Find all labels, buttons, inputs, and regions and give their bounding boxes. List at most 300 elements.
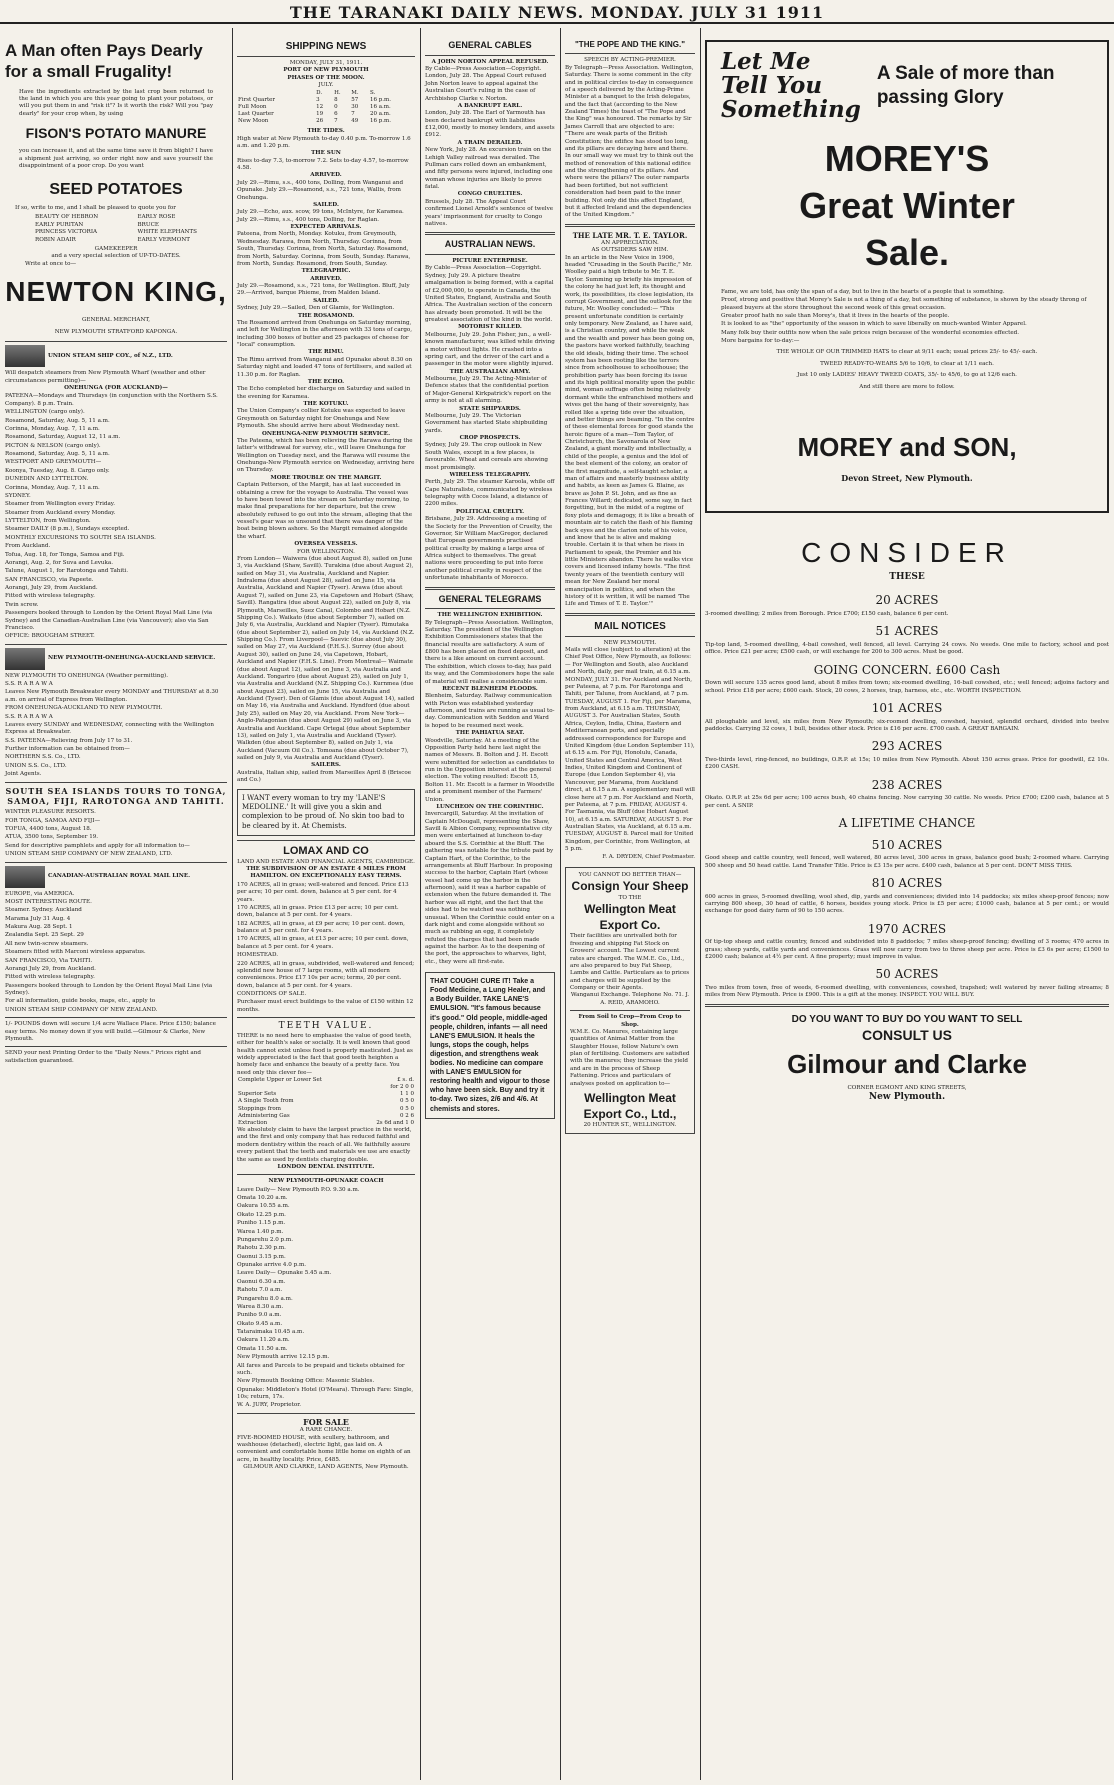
morey-paragraph: Greater proof hath no sale than Morey's, that it lives in the hearts of the people. (721, 312, 950, 319)
crop-to-shop: From Soil to Crop—From Crop to Shop. (578, 1014, 682, 1028)
morey-address: Devon Street, New Plymouth. (841, 472, 973, 483)
lomax-title: LOMAX AND CO (283, 845, 369, 858)
pahiatua-title: THE PAHIATUA SEAT. (455, 730, 525, 737)
canadian-line: Makura Aug. 28 Sept. 1 (5, 924, 73, 931)
picture-body: By Cable—Press Association—Copyright. Sydney, July 29. A picture theatre amalgamation is being formed, with a capital of £2,000,000, to operate in Canada, the United States, England, Australia and South Africa. The Australian section of the concern has already been promoted. It will be the greatest association of the kind in the world. (425, 265, 554, 323)
variety: PRINCESS VICTORIA (35, 229, 98, 236)
selection: and a very special selection of UP-TO-DATES. (51, 253, 181, 260)
onehunga-lines (5, 673, 227, 779)
usscc-line: MONTHLY EXCURSIONS TO SOUTH SEA ISLANDS. (5, 534, 156, 541)
moon-cell: 3 (316, 96, 320, 103)
canadian-line: Passengers booked through to London by the Orient Royal Mail Line (via Sydney). (5, 982, 213, 997)
listing-heading: 510 ACRES (871, 837, 943, 852)
crop-body: Sydney, July 29. The crop outlook in New South Wales, except in a few places, is favourable. Wheat and cereals are showing most promisingly. (425, 442, 548, 471)
canadian-line: EUROPE, via AMERICA. (5, 890, 75, 897)
moon-cell: 57 (351, 96, 359, 103)
port-title: PORT OF NEW PLYMOUTH (283, 67, 369, 74)
usscc-line: WESTPORT AND GREYMOUTH— (5, 459, 102, 466)
consign-company: Wellington Meat Export Co. (584, 902, 676, 932)
usscc-route: ONEHUNGA (FOR AUCKLAND)— (64, 385, 168, 391)
moon-cell: D. (316, 89, 323, 96)
listing-text: Two-thirds level, ring-fenced, no buildings, O.R.P. at 15s; 10 miles from New Plymouth. About 150 acres grass. Price for goodwill, £2 10s. £200 CASH. (705, 756, 1109, 771)
southsea-line: ATUA, 3500 tons, September 19. (5, 834, 99, 841)
moon-cell (237, 90, 315, 97)
canadian-line: Aorangi July 29, from Auckland. (5, 965, 96, 972)
phases-title: PHASES OF THE MOON. (287, 74, 365, 81)
usscc-line: Steamer from Wellington every Friday. (5, 501, 115, 508)
coach-line: Oakura 11.20 a.m. (237, 1337, 290, 1344)
motorist-body: Melbourne, July 29. John Fisher, jun., a well-known manufacturer, was killed while driving a motor without lights. He crashed into a spring cart, and the driver of the cart and a passenger in the motor were slightly injured. (425, 331, 555, 368)
morey-paragraph: Fame, we are told, has only the span of a day, but to live in the hearts of a people that is something. (721, 288, 1005, 295)
coach-line: Warea 1.40 p.m. (237, 1228, 284, 1235)
sailed-title: SAILED. (313, 201, 339, 208)
listing-heading: A LIFETIME CHANCE (838, 816, 976, 831)
cruelty-body: Brisbane, July 29. Addressing a meeting of the Society for the Prevention of Cruelty, the Governor, Sir William MacGregor, declared that European governments practised political cruelty by making a large area of Africa subject to themselves. The great nations were proceeding to put into force another political cruelty in respect of the unfortunate inhabitants of Morocco. (425, 516, 553, 582)
rimu-body: The Rimu arrived from Wanganui and Opunake about 8.30 on Saturday night and loaded 47 tons of fertilisers, and sailed at 11.30 p.m. for Raglan. (237, 356, 413, 378)
coach-line: W. A. JURY, Proprietor. (237, 1402, 302, 1409)
usscc-line: Corinna, Monday, Aug. 7, 11 a.m. (5, 484, 100, 491)
gilmour-city: New Plymouth. (868, 1092, 946, 1103)
teeth-row (237, 1098, 415, 1105)
let-me-tell-you: Let Me Tell You Something (721, 48, 861, 124)
moon-cell: 16 p.m. (369, 96, 391, 103)
teeth-row (237, 1113, 415, 1120)
southsea-line: Send for descriptive pamphlets and apply for all information to— (5, 842, 190, 849)
tel-arrived-body: July 29.—Rosamond, s.s., 721 tons, for Wellington. Bluff, July 29.—Arrived, barque Phieme, from Malden Island. (237, 283, 410, 297)
moon-row (237, 111, 415, 118)
listing-text: Good sheep and cattle country, well fenced, well watered, 80 acres level, 300 acres in grass, balance good bush; 2-roomed whare. Carrying 500 sheep and 50 head cattle. Land Transfer Title. Price is £3 15s per acre. £400 cash, balance at 5 per cent. DON'T MISS THIS. (705, 855, 1109, 869)
telegrams-header: GENERAL TELEGRAMS (438, 593, 542, 604)
sailed-body: July 29.—Echo, aux. scow, 99 tons, McIntyre, for Karamea. July 29.—Rimu, s.s., 400 tons, Dolling, for Raglan. (237, 209, 404, 223)
onehunga-line: Joint Agents. (5, 771, 42, 778)
usscc-line: PICTON & NELSON (cargo only). (5, 442, 101, 449)
moon-cell: 49 (351, 118, 359, 125)
rosamond-body: The Rosamond arrived from Onehunga on Saturday morning, and left for Wellington in the afternoon with 33 tons of cargo, including 300 boxes of butter and 25 packages of cheese for "local" consumption. (237, 319, 413, 349)
mail-body: Mails will close (subject to alteration) at the Chief Post Office, New Plymouth, as follows:— For Wellington and South, also Auckland and North, daily, per mail train, at 6.15 a.m. MONDAY, JULY 31. For Auckland and North, per Pateena, at 7 p.m. For Rarotonga and Tahiti, per Talune, from Auckland, at 7 p.m. TUESDAY, AUGUST 1. For Fiji, per Marama, from Auckland, at 6.15 a.m. THURSDAY, AUGUST 3. For Australian States, South Africa, Ceylon, India, China, Eastern and Mediterranean ports, and specially addressed correspondence for Europe and United Kingdom (due London September 11), at 6.15 a.m. For Fiji, Honolulu, Canada, United States and Central America, West Indies, United Kingdom and Continent of Europe (due London September 4), via Vancouver, per Marama, from Auckland direct, at 6.15 a.m. A supplementary mail will close here at 7 p.m. For Auckland and North, per Pateena, at 7 p.m. FRIDAY, AUGUST 4. For Tasmania, via Bluff (due Hobart August 10), at 6.15 a.m. SATURDAY, AUGUST 5. For Australian States, via Auckland, at 6.15 a.m. TUESDAY, AUGUST 8. Parcel mail for United Kingdom, per Corinthic, from Wellington, at 5 p.m. (565, 647, 695, 853)
morey-paragraph: More bargains for to-day:— (721, 338, 800, 345)
lomax-item: HOMESTEAD. (237, 952, 279, 959)
luncheon-title: LUNCHEON ON THE CORINTHIC. (436, 803, 544, 810)
offer: THE WHOLE OF OUR TRIMMED HATS to clear at 9/11 each; usual prices 25/- to 45/- each. (776, 349, 1038, 356)
listing-heading: 51 ACRES (875, 624, 939, 639)
teeth-cell (237, 1084, 359, 1091)
sale-word: Sale. (864, 232, 950, 274)
lomax-item: 170 ACRES, all in grass, at £13 per acre; 10 per cent. down, balance at 5 per cent. for 4 years. (237, 936, 409, 950)
general-cables-header: GENERAL CABLES (448, 40, 532, 50)
echo-body: The Echo completed her discharge on Saturday and sailed in the evening for Karamea. (237, 386, 411, 400)
listing-heading: GOING CONCERN. £600 Cash (813, 662, 1001, 677)
taylor-body: In an article in the New Voice in 1906, headed "Crusading in the South Pacific," Mr. Woolley paid a high tribute to Mr. T. E. Taylor. Summing up briefly his impression of the colony he had just left, its thought and work, its possibilities, its close legislation, its corrupt Government, and the outlook for the future, Mr. Woolley concluded:— "This present unfortunate condition is certainly only temporary. New Zealand, as I have said, is a Christian country, and while the weak and the wealth and power has been going on, the pastors have worked faithfully, teaching the old ideals, biding their time. The school system has been rooting like the terrors since from schoolhouse to schoolhouse; the prohibition party has been forcing its issue and its high political morality upon the public mind, woman suffrage often being relatively dormant while the enfranchised mothers and wives get the hang of their sovereignty, has rolled like a spring tide over the situation, and better things are beaming. "In the centre of these elemental forces for good stands the heroic figure of a man—Tom Taylor, of Christchurch, the Savonarola of New Zealand, a giant morally and intellectually, a child of the people, a genius and the idol of the best element of the colony, an orator of the first magnitude, a self-taught scholar, a man of affairs and masterly business ability and habits, as keen as James G. Blaine, as brave as John P. St. John, and as fine as Frances Willard; dedicated, some say, in fact forgetting, but in the midst of a regime of foxy plots and demagogy, it is like a breath of mountain air to catch the flash of his flaming back eyes and the clarion note of his voice, and know that he is alive and making trouble. Certain it is that when he rises in Parliament to speak, the Premier and his little Ministers abandon. There he walks vice covers and licensed infamy howls. "The first twenty years of the twentieth century will mean for New Zealand her moral emancipation in politics, and when the history of it is written, it will be named 'The Life and Times of T. E. Taylor.'" (565, 254, 695, 608)
southsea-line: UNION STEAM SHIP COMPANY OF NEW ZEALAND, LTD. (5, 851, 173, 858)
kotuku-title: THE KOTUKU. (303, 401, 349, 408)
derailed-title: A TRAIN DERAILED. (457, 139, 523, 146)
teeth-cell: A Single Tooth from (238, 1098, 294, 1105)
offer: TWEED READY-TO-WEARS 5/6 to 10/6, to clear at 1/11 each. (820, 360, 994, 367)
canadian-lines (5, 891, 227, 1015)
coach-line: Puniho 9.0 a.m. (237, 1312, 282, 1319)
canadian-line: For all information, guide books, maps, etc., apply to (5, 998, 156, 1005)
usscc-line: OFFICE: BROUGHAM STREET. (5, 633, 95, 640)
buy-sell: DO YOU WANT TO BUY DO YOU WANT TO SELL (791, 1013, 1023, 1025)
write-once: Write at once to— (25, 260, 77, 267)
consign-to: TO THE (618, 894, 642, 901)
column-2 (232, 26, 420, 1781)
moon-cell: 20 a.m. (369, 110, 391, 117)
lanes-medoline-ad: I WANT every woman to try my 'LANE'S MEDOLINE.' It will give you a skin and complexion to be proud of. No skin too bad to be cleared by it. At Chemists. (237, 789, 415, 837)
moon-cell: 16 p.m. (369, 118, 391, 125)
fison-product: FISON'S POTATO MANURE (25, 125, 207, 141)
moon-cell: 12 (316, 103, 324, 110)
australian-header: AUSTRALIAN NEWS. (444, 239, 536, 250)
listing-text: Two miles from town, free of weeds, 6-roomed dwelling, with conveniences, cowshed, trapshed; well watered by never failing streams; 8 miles from New Plymouth. Price is £900. This is a gift at the money. INSPECT. YOU WILL BUY. (705, 985, 1109, 999)
canadian-line: Steamer. Sydney. Auckland (5, 907, 82, 914)
moon-cell: 30 (351, 103, 359, 110)
lomax-item: 220 ACRES, all in grass, subdivided, well-watered and fenced; splendid new house of 7 large rooms, with all modern conveniences. Price £17 10s per acre; terms, 20 per cent. down, balance at 5 per cent. for 4 years. (237, 960, 415, 989)
teeth-cell: Extraction (238, 1119, 268, 1126)
gilmour-signature: GILMOUR AND CLARKE, LAND AGENTS, New Plymouth. (243, 1464, 409, 1471)
listing-heading: 293 ACRES (871, 739, 943, 754)
coach-line: Opunake arrive 4.0 p.m. (237, 1262, 307, 1269)
fison-body: Have the ingredients extracted by the last crop been returned to the land in which you are this year going to plant your potatoes, or will you put them in and "risk it"? Is it worth the risk? Will you "pay dearly" for your crop when, by using (19, 88, 213, 117)
morey-paragraph: Many folk buy their outfits now when the sale prices reign because of the wonderful economies effected. (721, 329, 1019, 336)
pope-sub: SPEECH BY ACTING-PREMIER. (584, 57, 676, 64)
tides-title: THE TIDES. (307, 128, 345, 135)
moon-cell: Full Moon (238, 103, 267, 110)
phases-month: JULY. (318, 82, 334, 89)
lomax-sub-2: THE SUBDIVISION OF AN ESTATE 4 MILES FROM HAMILTON. ON EXCEPTIONALLY EASY TERMS. (246, 866, 406, 880)
onehunga-line: S.S. PATEENA—Relieving from July 17 to 31. (5, 737, 133, 744)
coach-line: New Plymouth arrive 12.15 p.m. (237, 1354, 330, 1361)
derailed-body: New York, July 28. An excursion train on the Lehigh Valley railroad was derailed. The Pullman cars rolled down an embankment, and fifty persons were injured, including one woman whose injuries are likely to prove fatal. (425, 147, 553, 191)
moon-cell: 0 (334, 103, 338, 110)
fison-body-2: you can increase it, and at the same time save it from blight? I have a shipment just arriving, so order right now and save yourself the disappointment of a poor crop. Do you want (19, 148, 213, 169)
coach-line: Rahotu 2.30 p.m. (237, 1245, 286, 1252)
moon-cell: New Moon (238, 118, 269, 125)
teeth-cell: Administering Gas (238, 1112, 290, 1119)
onehunga-line: S.S. R A R A W A (5, 713, 53, 720)
morey-paragraph: It is looked to as "the" opportunity of the season in which to save liberally on much-wanted Winter Apparel. (721, 321, 1027, 328)
wireless-title: WIRELESS TELEGRAPHY. (449, 471, 531, 478)
canadian-line: Zealandia Sept. 25 Sept. 29 (5, 932, 84, 939)
ship-illustration (5, 648, 45, 670)
appreciation: AN APPRECIATION. (601, 239, 659, 246)
gilmour-address: CORNER EGMONT AND KING STREETS, (847, 1084, 967, 1091)
canadian-line: SAN FRANCISCO, Via TAHITI. (5, 957, 93, 964)
taylor-header: THE LATE MR. T. E. TAYLOR. (572, 230, 688, 240)
morey-paragraph: Proof, strong and positive that Morey's Sale is not a thing of a day, but something of substance, is shown by the steady throng of pleased buyers at the store throughout the second week of this great occasion. (721, 297, 1087, 311)
morey-body (721, 289, 1093, 346)
usscc-line: Koonya, Tuesday, Aug. 8. Cargo only. (5, 467, 110, 474)
teeth-cell: 2s 6d and 1 0 (376, 1119, 414, 1126)
canadian-line: Steamers fitted with Marconi wireless apparatus. (5, 949, 146, 956)
listing-heading: 101 ACRES (871, 701, 943, 716)
moon-row (237, 118, 415, 125)
army-title: THE AUSTRALIAN ARMY. (449, 368, 531, 375)
canadian-line: Fitted with wireless telegraphy. (5, 974, 95, 981)
these: THESE (889, 571, 925, 582)
moon-cell: S. (369, 89, 376, 96)
canadian-line: MOST INTERESTING ROUTE. (5, 898, 92, 905)
usscc-line: Steamer from Auckland every Monday. (5, 509, 116, 516)
lomax-item: 170 ACRES, all in grass. Price £13 per acre; 10 per cent. down, balance at 5 per cent. for 4 years. (237, 904, 399, 919)
usscc-line: Talune, August 1, for Rarotonga and Tahiti. (5, 568, 128, 575)
teeth-row (237, 1084, 415, 1091)
offer: Just 10 only LADIES' HEAVY TWEED COATS, 35/- to 45/6, to go at 12/6 each. (797, 372, 1017, 379)
coach-line: Puniho 1.15 p.m. (237, 1220, 286, 1227)
moon-cell: 7 (351, 110, 355, 117)
rare-chance: A RARE CHANCE. (299, 1427, 353, 1434)
gilmour-clarke: Gilmour and Clarke (787, 1048, 1027, 1079)
usscc-line: WELLINGTON (cargo only). (5, 409, 85, 416)
teeth-cell: 0 5 0 (400, 1098, 414, 1105)
london-dental: LONDON DENTAL INSTITUTE. (277, 1163, 375, 1170)
gamekeeper: GAMEKEEPER (94, 245, 138, 252)
congo-body: Brussels, July 28. The Appeal Court confirmed Lionel Arnold's sentence of twelve years' imprisonment for cruelty to Congo natives. (425, 198, 554, 227)
great-winter: Great Winter (799, 185, 1015, 227)
tides-body: High water at New Plymouth to-day 0.40 p.m. To-morrow 1.6 a.m. and 1.20 p.m. (237, 135, 411, 149)
listing-text: All ploughable and level, six miles from New Plymouth; six-roomed dwelling, cowshed, haysied, splendid orchard, divided into twelve paddocks. Carrying 32 cows, 1 bull, besides other stock. Price is £16 per acre. £700 cash. A GREAT BARGAIN. (705, 718, 1109, 732)
picture-title: PICTURE ENTERPRISE. (452, 258, 528, 264)
masthead: THE TARANAKI DAILY NEWS. MONDAY. JULY 31 1911 (0, 0, 1114, 24)
rimu-title: THE RIMU. (308, 349, 344, 356)
onehunga-title: ONEHUNGA-NEW PLYMOUTH SERVICE. (261, 430, 391, 437)
column-4 (560, 26, 700, 1781)
forsale-title: FOR SALE (303, 1416, 349, 1427)
moon-cell: First Quarter (238, 96, 276, 103)
tel-sailed-body: Sydney, July 29.—Sailed, Den of Glamis, for Wellington. (237, 305, 395, 312)
variety: ROBIN ADAIR (35, 236, 76, 243)
usscc-line: Rosamond, Saturday, Aug. 5, 11 a.m. (5, 417, 110, 424)
southsea-line: WINTER PLEASURE RESORTS. (5, 809, 96, 816)
moon-row (237, 90, 415, 97)
exhibition-body: By Telegraph—Press Association. Wellington, Saturday. The president of the Wellington Exhibition Commissioners states that the financial results are satisfactory. A sum of £800 has been placed on fixed deposit, and there is a like amount on current account. The exhibition, which closes to-day, has paid its way, and the Commissioners hope the sale of material will realise a considerable sum. (425, 619, 555, 685)
echo-title: THE ECHO. (307, 378, 345, 385)
variety: EARLY PURITAN (35, 221, 84, 228)
usscc-line: Rosamond, Saturday, Aug. 5, 11 a.m. (5, 451, 110, 457)
onehunga-line: UNION S.S. Co., LTD. (5, 762, 67, 769)
teeth-body-2: We absolutely claim to have the largest practice in the world, and the first and only company that has reduced faithful and modern dentistry within the reach of all. We faithfully assure every patient that the teeth and materials we use are exactly the same as used by dentists charging double. (237, 1127, 412, 1163)
teeth-cell: Complete Upper or Lower Set (238, 1077, 323, 1084)
listing-text: Of tip-top sheep and cattle country, fenced and subdivided into 8 paddocks; 7 miles sheep-proof fencing; dwelling of 3 rooms; 470 acres in grass; sheep yards, cattle yards and conveniences. Grass will now carry from two to three sheep per acre. Price is £3 6s per acre; £1500 to £2000 cash; balance at 4½ per cent. A fine property; must improve in value. (705, 939, 1109, 961)
onehunga-line: Further information can be obtained from— (5, 746, 130, 752)
consign-body: Their facilities are unrivalled both for freezing and shipping Fat Stock on Growers' account. The Lowest current rates are charged. The W.M.E. Co., Ltd., are also prepared to buy Fat Sheep, Lambs and Cattle. Particulars as to prices and charges will be supplied by the Company or their Agents. (570, 933, 690, 992)
bankrupt-title: A BANKRUPT EARL. (457, 102, 523, 109)
usscc-line: LYTTELTON, from Wellington. (5, 518, 91, 524)
lomax-items (237, 882, 415, 1014)
coach-line: New Plymouth Booking Office: Masonic Stables. (237, 1378, 375, 1385)
listing-text: Down will secure 135 acres good land, about 8 miles from town; six-roomed dwelling, 16-bail cowshed, etc.; well fenced; adjoins factory and school. Price £18 per acre; £600 cash. Stock, 20 cows, 2 horses, trap, harness, etc., etc. WORTH INSPECTION. (705, 680, 1109, 694)
usscc-line: From Auckland. (5, 543, 51, 550)
ship-illustration (5, 345, 45, 367)
southsea-line: TOFUA, 4400 tons, August 18. (5, 826, 92, 833)
newton-king: NEWTON KING, (5, 276, 227, 308)
coach-line: Oakura 10.55 a.m. (237, 1203, 290, 1210)
teeth-row (237, 1091, 415, 1098)
motorist-title: MOTORIST KILLED. (458, 324, 522, 331)
coach-line: Oaonui 3.15 p.m. (237, 1253, 286, 1260)
pounds-ad: 1/- POUNDS down will secure 1/4 acre Wallace Place. Price £150; balance easy terms. No money down if you will build.—Gilmour & Clarke, New Plymouth. (5, 1021, 216, 1042)
sailers-title: SAILERS. (311, 762, 341, 769)
teeth-cell: 0 2 6 (400, 1112, 414, 1119)
moon-cell: H. (334, 89, 341, 96)
postmaster: F. A. DRYDEN, Chief Postmaster. (602, 853, 695, 860)
norton-title: A JOHN NORTON APPEAL REFUSED. (431, 58, 549, 65)
lomax-item: 182 ACRES, all in grass, at £9 per acre; 10 per cent. down, balance at 5 per cent. for 4 years. (237, 920, 405, 934)
southsea-title: SOUTH SEA ISLANDS TOURS TO TONGA, SAMOA, FIJI, RAROTONGA AND TAHITI. (5, 785, 227, 806)
moon-cell: 6 (334, 110, 338, 117)
usscc-line: DUNEDIN AND LYTTELTON. (5, 476, 89, 483)
crop-to-shop-body: W.M.E. Co. Manures, containing large quantities of Animal Matter from the Slaughter House, follow Nature's own plan of fertilising. Customers are satisfied with the manures; they increase the yield and are in the process of Sheep Fattening. Prices and particulars of analyses posted on application to— (570, 1028, 690, 1087)
luncheon-body: Invercargill, Saturday. At the invitation of Captain McDougall, representing the Shaw, Savill & Albion Company, representative city men were entertained at luncheon to-day aboard the S.S. Corinthic at the Bluff. The gathering was notable for the tribute paid by Captain Hart, of the Corinthic, to the arrangements at Bluff Harbour. In proposing success to the harbor, Captain Hart (whose vessel had come up the harbor in the afternoon), said it was a harbor capable of extension when the future demanded it. The harbor was all right, and the fact that the sides had to be watched was nothing unusual. When the Corinthic could enter on a dark night and come alongside without so much as rubbing an egg, it completely refuted the charges that had been made against the harbor. As to the deepening of the port, the approaches to wharves, light, etc., they were all first-rate. (425, 811, 555, 965)
usscc-line: Aorangi, Aug. 2, for Suva and Levuka. (5, 559, 114, 566)
meat-company: Wellington Meat Export Co., Ltd., (583, 1090, 677, 1121)
variety: BRUCE (137, 221, 159, 228)
southsea-line: FOR TONGA, SAMOA AND FIJI— (5, 817, 101, 824)
listing-text: Tip-top land, 5-roomed dwelling, 4-bail cowshed, well fenced, all level. Carrying 24 cows. No weeds. One mile to factory, school and post office. Price £21 per acre; £500 cash, or will exchange for 200 to 300 acres. Must be good. (705, 641, 1109, 656)
onehunga-line: NORTHERN S.S. Co., LTD. (5, 754, 81, 761)
mail-header: MAIL NOTICES (594, 620, 666, 632)
onehunga-line: NEW PLYMOUTH TO ONEHUNGA (Weather permitting). (5, 672, 168, 679)
usscc-line: Passengers booked through to London by the Orient Royal Mail Line (via Sydney) and the Canadian-Australian Line (via Vancouver); also via San Francisco. (5, 610, 213, 631)
teeth-body: THERE is no need here to emphasise the value of good teeth, either for health's sake or socially. It is well known that good health cannot exist unless food is properly masticated. Just as widely appreciated is the fact that good teeth heighten a homely face and enhance the beauty of a pretty face. You need only this clever fee— (237, 1032, 413, 1076)
kotuku-body: The Union Company's collier Kotuku was expected to leave Greymouth on Saturday night for Onehunga and New Plymouth. She should arrive here about Wednesday next. (237, 408, 406, 430)
offer: And still there are more to follow. (859, 383, 955, 390)
meat-address: 20 HUNTER ST., WELLINGTON. (583, 1122, 677, 1129)
onehunga-title: NEW PLYMOUTH-ONEHUNGA-AUCKLAND SERVICE. (48, 654, 216, 661)
column-5 (700, 26, 1114, 1781)
usscc-line: Corinna, Monday, Aug. 7, 11 a.m. (5, 425, 100, 432)
coach-line: Leave Daily— Opunake 5.45 a.m. (237, 1270, 332, 1277)
army-body: Melbourne, July 29. The Acting-Minister of Defence states that the confidential portion of Major-General Kirkpatrick's report on the army is not at all alarming. (425, 376, 552, 405)
moon-row (237, 97, 415, 104)
usscc-line: Rosamond, Saturday, August 12, 11 a.m. (5, 434, 121, 441)
sale-of-glory: A Sale of more than passing Glory (876, 63, 1055, 109)
property-listings (705, 593, 1109, 999)
usscc-title: UNION STEAM SHIP COY., of N.Z., LTD. (48, 352, 173, 359)
varieties (35, 214, 197, 244)
coach-line: Tataraimaka 10.45 a.m. (237, 1329, 305, 1336)
coach-line: Opunake: Middleton's Hotel (O'Meara). Through Fare: Single, 10s; return, 17s. (237, 1386, 414, 1401)
coach-line: Pungarehu 8.0 a.m. (237, 1295, 293, 1302)
canadian-line: All new twin-screw steamers. (5, 940, 89, 947)
usscc-line: SAN FRANCISCO, via Papeete. (5, 576, 94, 583)
cruelty-title: POLITICAL CRUELTY. (455, 508, 525, 515)
usscc-line: Aorangi, July 29, from Auckland. (5, 585, 98, 591)
sun-title: THE SUN (311, 150, 341, 157)
usscc-line: SYDNEY. (5, 492, 31, 499)
coach-line: Warea 8.30 a.m. (237, 1303, 284, 1310)
usscc-lines (5, 393, 227, 640)
lomax-item: 170 ACRES, all in grass; well-watered and fenced. Price £13 per acre; 10 per cent. down, balance at 5 per cent. for 4 years. (237, 881, 409, 903)
wireless-body: Perth, July 29. The steamer Karoola, while off Cape Naturaliste, communicated by wireless telegraphy with Cocos Island, a distance of 2200 miles. (425, 479, 555, 508)
consign-sheep: Consign Your Sheep (571, 879, 689, 894)
shipping-header: SHIPPING NEWS (285, 41, 367, 52)
coach-line: Omata 10.20 a.m. (237, 1195, 288, 1202)
onehunga-line: Leaves every SUNDAY and WEDNESDAY, connecting with the Wellington Express at Breakwater. (5, 721, 214, 736)
listing-heading: 20 ACRES (875, 593, 939, 608)
morey-ad (705, 40, 1109, 513)
seed-intro: If so, write to me, and I shall be pleased to quote you for (15, 205, 176, 212)
tel-sailed-title: SAILED. (313, 297, 339, 304)
onehunga-line: S.S. R A R A W A (5, 681, 53, 687)
southsea-lines (5, 809, 227, 858)
moon-cell: 8 (334, 96, 338, 103)
morey-and-son: MOREY and SON, (797, 431, 1017, 462)
usscc-line: Fitted with wireless telegraphy. (5, 593, 95, 600)
usscc-line: Tofua, Aug. 18, for Tonga, Samoa and Fiji. (5, 551, 125, 558)
consign-top: YOU CANNOT DO BETTER THAN— (578, 871, 682, 878)
lomax-item: CONDITIONS OF SALE. (237, 991, 307, 997)
listing-text: 600 acres in grass, 5-roomed dwelling, wool shed, dip, yards and conveniences; divided into 14 paddocks; six miles sheep-proof fences; now carrying 800 sheep, 30 head of cattle, 6 horses, besides young stock. Price is £5 per acre; £1000 cash, balance at 5 per cent.; or would exchange for good dairy farm of 90 to 150 acres. (705, 893, 1109, 915)
lanes-emulsion-ad: THAT COUGH! CURE IT! Take a Food Medicine, a Lung Healer, and a Body Builder. TAKE LANE'S EMULSION. "It's famous because it's good." Old people, middle-aged people, children, infants — all need LANE'S EMULSION. It heals the lungs, stops the cough, helps digestion, and strengthens weak bodies. No medicine can compare with LANE'S EMULSION for restoring health and vigour to those who have been sick. Buy and try it to-day. Two sizes, 2/6 and 4/6. At chemists and stores. (425, 972, 555, 1118)
moon-cell: 19 (316, 110, 324, 117)
teeth-row (237, 1106, 415, 1113)
coach-line: Rahotu 7.0 a.m. (237, 1287, 283, 1294)
coach-lines (237, 1187, 415, 1410)
canadian-line: UNION STEAM SHIP COMPANY OF NEW ZEALAND. (5, 1006, 158, 1013)
variety: EARLY VERMONT (137, 236, 190, 243)
teeth-cell: Superior Sets (238, 1091, 277, 1098)
fison-headline: A Man often Pays Dearly for a small Frugality! (5, 41, 203, 82)
consult-us: CONSULT US (862, 1026, 952, 1043)
teeth-title: TEETH VALUE. (278, 1021, 374, 1032)
coach-line: Leave Daily— New Plymouth P.O. 9.30 a.m. (237, 1186, 360, 1193)
newton-places: NEW PLYMOUTH STRATFORD KAPONGA. (54, 328, 178, 335)
teeth-cell: £ s. d. (397, 1077, 414, 1084)
pope-body: By Telegraph—Press Association. Wellington, Saturday. There is some comment in the city and in political circles to-day in consequence of a speech delivered by the Acting-Prime Minister at a banquet to the Irish delegates, and the fact that (according to the New Zealand Times) the toast of "The Pope and the King" was honoured. The remarks by Sir James Carroll that are objected to are: "There are weak parts of the British Constitution; the edifice has stood too long, and its pillars are decaying here and there. In our small way we must try to think out the method of renovation of this national edifice and the strengthening of its pillars. And where were the pillars? The outer ramparts had been fortified, but not sufficient consideration had been paid to the inner building. Not only did this affect England, but it affected Ireland and the dependencies of the United Kingdom." (565, 64, 694, 219)
teeth-cell: 0 5 0 (400, 1105, 414, 1112)
column-1 (0, 26, 232, 1781)
teeth-row (237, 1077, 415, 1084)
forsale-body: FIVE-ROOMED HOUSE, with scullery, bathroom, and washhouse (detached), electric light, gas laid on. A convenient and comfortable home little home on eighth of an acre, in healthy locality. Price, £485. (237, 1434, 411, 1463)
moon-table (237, 90, 415, 126)
teeth-cell: 1 1 0 (400, 1091, 414, 1098)
overseas-body: From London— Waiwera (due about August 8), sailed on June 3, via Auckland (Shaw, Savill). Turakina (due about August 2), sailed on May 31, via Australia, Auckland and Napier. Indralema (due about August 28), sailed on June 15, via Australia, Auckland and Napier (Tyser). Arawa (due about August 7), sailed on June 23, via Capetown and Hobart (Shaw, Savill). Rangatira (due about August 22), sailed on July 8, via Plymouth, Marseilles, Suez Canal, Colombo and Hobart (N.Z. Shipping Co.). Waikato (due about September 7), sailed on July 6, via Australia, Auckland and Napier (Tyser). Rimutaka (due about September 2), sailed on July 14, via Auckland (N.Z. Shipping Co.). From Liverpool— Suevic (due about July 30), sailed on May 27, via Auckland (F.H.S.). Surrey (due about August 30), sailed on June 24, via Capetown, Hobart, Auckland and Napier (F.H.S. Line). From Montreal— Waimate (due about August 12), sailed on June 3, via Australia and Auckland. Tongariro (due about August 25), sailed on July 1, via Australia and Auckland (N.Z. Shipping Co.). Kurnmea (due about August 23), sailed on June 15, via Australia and Auckland (Tyser). Den of Glamis (due about August 14), sailed on May 16, via Australia and Auckland. Hyndford (due about July 25), sailed on May 20, via Auckland. From New York— Anglo-Patagonian (due about August 29) sailed on June 3, via Australia and Auckland. Cape Ortegal (due about September 13), sailed on July 1, via Australia and Auckland (Tyser). Walkden (due about September 8), sailed on July 1, via Auckland (Vacuum Oil Co.). Tomoana (due about October 7), sailed on July 9, via Australia and Auckland (Tyser). (237, 555, 415, 762)
seed-potatoes: SEED POTATOES (49, 181, 183, 199)
coach-line: Oaonui 6.30 a.m. (237, 1278, 286, 1285)
margit-title: MORE TROUBLE ON THE MARGIT. (270, 474, 382, 481)
lomax-item: Purchaser must erect buildings to the value of £150 within 12 months. (237, 999, 414, 1013)
shipyards-title: STATE SHIPYARDS. (459, 405, 521, 412)
margit-body: Captain Petterson, of the Margit, has at last succeeded in obtaining a crew for the voyage to Australia. The vessel was to have been towed into the stream on Saturday morning, to make final preparations for her departure, but the crew absolutely refused to go out into the stream, alleging that the vessel's gear was so unsound that there was danger of the boat being blown ashore. So the Margit remained alongside the wharf. (237, 482, 413, 540)
floods-body: Blenheim, Saturday. Railway communication with Picton was established yesterday afternoon, and trains are running as usual to-day. Communication with Seddon and Ward is hoped to be resumed next week. (425, 693, 555, 729)
rosamond-title: THE ROSAMOND. (297, 312, 355, 319)
arrived-title: ARRIVED. (310, 172, 342, 179)
teeth-table (237, 1077, 415, 1127)
coach-title: NEW PLYMOUTH-OPUNAKE COACH (268, 1178, 384, 1185)
column-3 (420, 26, 560, 1781)
exhibition-title: THE WELLINGTON EXHIBITION. (437, 612, 543, 619)
listing-heading: 1970 ACRES (867, 921, 947, 936)
lomax-sub: LAND AND ESTATE AND FINANCIAL AGENTS, CAMBRIDGE. (237, 858, 415, 865)
moon-row (237, 104, 415, 111)
bankrupt-body: London, July 28. The Earl of Yarmouth has been declared bankrupt with liabilities £12,000, mostly to money lenders, and assets £912. (425, 110, 555, 139)
overseas-title: OVERSEA VESSELS. (294, 541, 358, 548)
usscc-line: PATEENA—Mondays and Thursdays (in conjunction with the Northern S.S. Company). 8 p.m. Train. (5, 393, 218, 407)
coach-line: Omata 11.50 a.m. (237, 1345, 288, 1352)
sun-body: Rises to-day 7.3, to-morrow 7.2. Sets to-day 4.57, to-morrow 4.58. (237, 157, 409, 172)
expected-body: Pateena, from North, Monday. Kotuku, from Greymouth, Wednesday. Rarawa, from North, Thursday. Corinna, from South, Thursday. Corinna, from North, Saturday. Rosamond, from North, Saturday. Corinna, from South, Sunday. Rarawa, from North, Sunday. Rosamond, from South, Sunday. (237, 231, 411, 267)
moon-cell: M. (351, 89, 359, 96)
consign-address: Wanganui Exchange. Telephone No. 71. J. A. REID, ARAMOHO. (570, 992, 690, 1006)
moon-cell: 7 (334, 118, 338, 125)
mail-place: NEW PLYMOUTH. (603, 639, 657, 646)
listing-text: Okato. O.R.P. at 25s 6d per acre; 100 acres bush, 40 chains fencing. Now carrying 30 cattle. No weeds. Price £700; £200 cash, balance at 5 per cent. A SNIP. (705, 795, 1109, 809)
tel-arrived-title: ARRIVED. (310, 275, 342, 282)
onehunga-line: FROM ONEHUNGA-AUCKLAND TO NEW PLYMOUTH. (5, 705, 163, 712)
floods-title: RECENT BLENHEIM FLOODS. (442, 685, 538, 692)
onehunga-line: Leaves New Plymouth Breakwater every MONDAY and THURSDAY at 8.30 a.m. on arrival of Express from Wellington. (5, 689, 219, 703)
